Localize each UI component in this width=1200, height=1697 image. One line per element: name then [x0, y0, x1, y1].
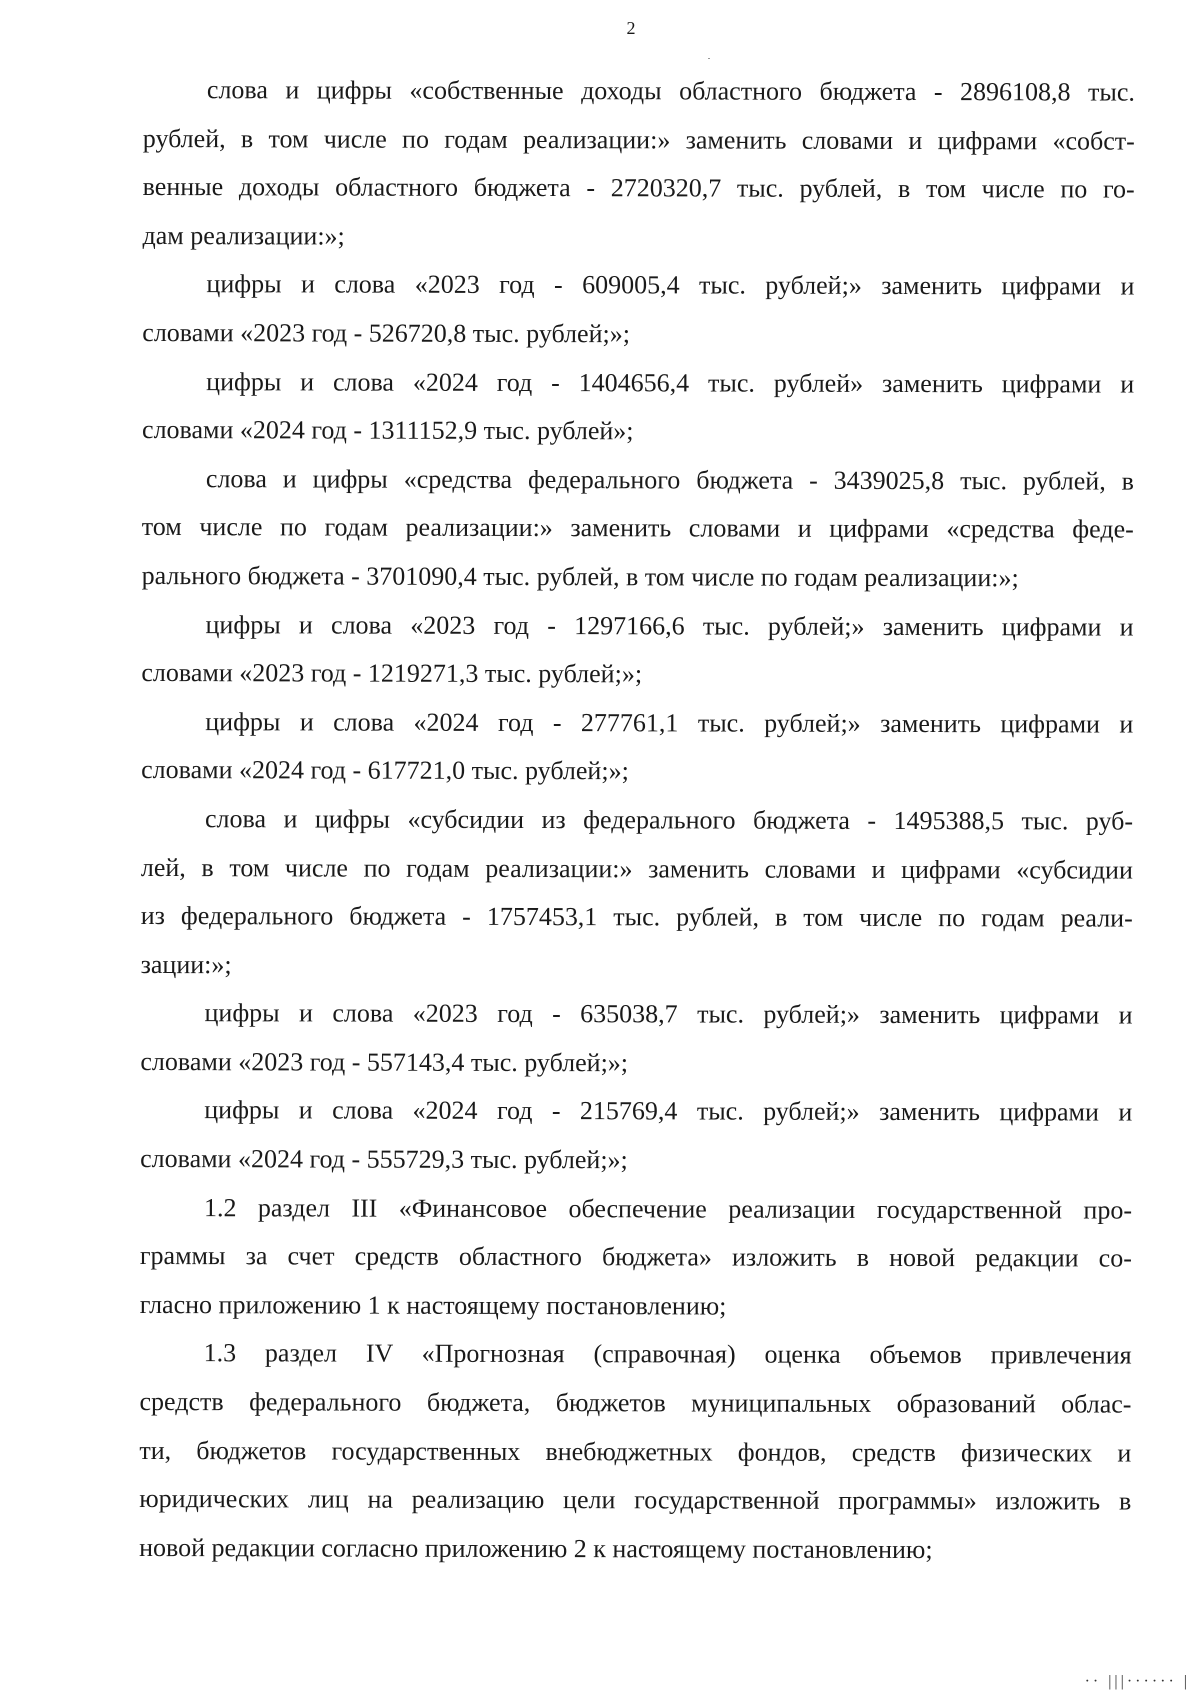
- paragraph: [139, 1329, 1132, 1575]
- text-line: цифры и слова «2023 год - 609005,4 тыс. рублей;» заменить цифрами и: [206, 269, 1135, 301]
- paragraph: [142, 358, 1134, 458]
- text-line: слова и цифры «собственные доходы областного бюджета - 2896108,8 тыс.: [206, 75, 1135, 107]
- paragraph: [141, 795, 1134, 992]
- scan-footer-mark: ·· |||······ |: [1084, 1673, 1190, 1690]
- text-line: словами «2024 год - 555729,3 тыс. рублей;»;: [140, 1144, 628, 1175]
- text-line: рублей, в том числе по годам реализации:» заменить словами и цифрами «собст-: [142, 123, 1135, 156]
- paragraph: [140, 989, 1132, 1089]
- text-line: цифры и слова «2023 год - 1297166,6 тыс. рублей;» заменить цифрами и: [205, 609, 1134, 642]
- paragraph: [142, 455, 1134, 603]
- text-line: лей, в том числе по годам реализации:» заменить словами и цифрами «субсидии: [140, 852, 1133, 885]
- text-line: цифры и слова «2023 год - 635038,7 тыс. рублей;» заменить цифрами и: [204, 998, 1133, 1030]
- text-line: рального бюджета - 3701090,4 тыс. рублей, в том числе по годам реализации:»;: [141, 560, 1019, 593]
- text-line: гласно приложению 1 к настоящему постановлению;: [139, 1289, 727, 1321]
- page-number: 2: [626, 18, 636, 38]
- text-line: словами «2023 год - 557143,4 тыс. рублей;»;: [140, 1046, 629, 1078]
- text-line: венные доходы областного бюджета - 2720320,7 тыс. рублей, в том числе по го-: [142, 172, 1135, 204]
- text-line: 1.2 раздел III «Финансовое обеспечение реализации государственной про-: [203, 1192, 1133, 1225]
- scan-speck: [708, 58, 710, 59]
- paragraph: [142, 260, 1134, 360]
- text-line: 1.3 раздел IV «Прогнозная (справочная) оценка объемов привлечения: [203, 1338, 1132, 1371]
- text-line: слова и цифры «средства федерального бюджета - 3439025,8 тыс. рублей, в: [205, 463, 1134, 496]
- text-line: дам реализации:»;: [142, 220, 345, 251]
- text-line: словами «2024 год - 1311152,9 тыс. рублей»;: [142, 415, 634, 446]
- text-line: из федерального бюджета - 1757453,1 тыс. рублей, в том числе по годам реали-: [140, 901, 1133, 933]
- text-line: новой редакции согласно приложению 2 к настоящему постановлению;: [139, 1532, 933, 1564]
- text-line: юридических лиц на реализацию цели государственной программы» изложить в: [139, 1484, 1132, 1516]
- text-line: цифры и слова «2024 год - 277761,1 тыс. рублей;» заменить цифрами и: [205, 706, 1134, 739]
- text-line: словами «2023 год - 526720,8 тыс. рублей;»;: [142, 317, 630, 349]
- paragraph: [141, 601, 1133, 701]
- document-body: [139, 66, 1135, 1575]
- text-line: цифры и слова «2024 год - 1404656,4 тыс. рублей» заменить цифрами и: [206, 366, 1135, 399]
- paragraph: [141, 698, 1133, 798]
- text-line: зации:»;: [140, 949, 232, 979]
- text-line: слова и цифры «субсидии из федерального бюджета - 1495388,5 тыс. руб-: [204, 804, 1134, 836]
- text-line: средств федерального бюджета, бюджетов муниципальных образований облас-: [139, 1387, 1132, 1419]
- text-line: граммы за счет средств областного бюджета» изложить в новой редакции со-: [139, 1241, 1132, 1273]
- text-line: ти, бюджетов государственных внебюджетных фондов, средств физических и: [139, 1435, 1132, 1468]
- text-line: словами «2024 год - 617721,0 тыс. рублей;»;: [141, 755, 629, 786]
- text-line: цифры и слова «2024 год - 215769,4 тыс. рублей;» заменить цифрами и: [204, 1095, 1133, 1128]
- paragraph: [142, 66, 1135, 263]
- text-line: том числе по годам реализации:» заменить словами и цифрами «средства феде-: [141, 512, 1134, 544]
- text-line: словами «2023 год - 1219271,3 тыс. рублей;»;: [141, 658, 643, 689]
- paragraph: [140, 1184, 1132, 1332]
- paragraph: [140, 1086, 1132, 1186]
